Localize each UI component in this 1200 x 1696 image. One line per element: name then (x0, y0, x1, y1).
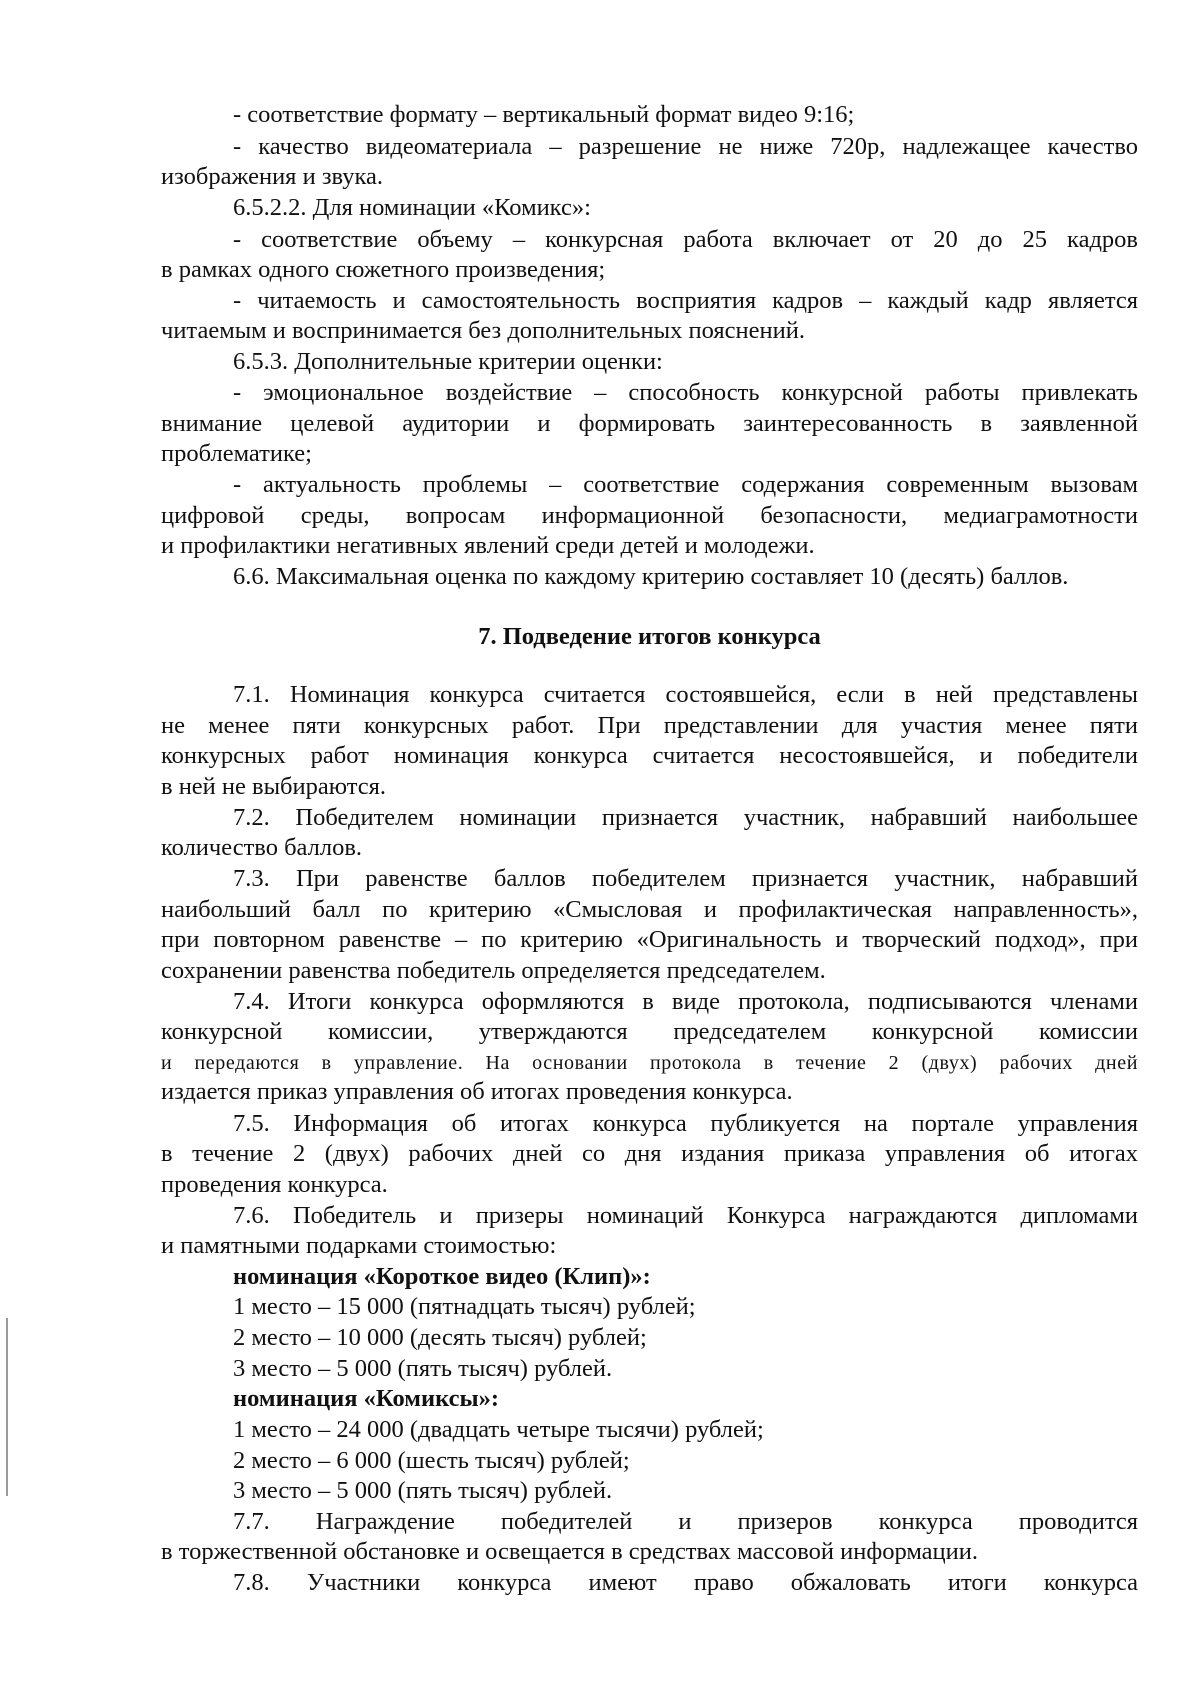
text-line: 6.5.3. Дополнительные критерии оценки: (233, 348, 663, 375)
scan-edge-mark (6, 1318, 8, 1496)
text-line: - читаемость и самостоятельность восприятия кадров – каждый кадр является (233, 287, 1138, 314)
text-line: - соответствие объему – конкурсная работа включает от 20 до 25 кадров (233, 226, 1138, 253)
text-line: издается приказ управления об итогах проведения конкурса. (161, 1078, 793, 1105)
text-line: 7.6. Победитель и призеры номинаций Конкурса награждаются дипломами (233, 1202, 1138, 1229)
text-line: сохранении равенства победитель определяется председателем. (161, 957, 826, 984)
prize-line: 2 место – 10 000 (десять тысяч) рублей; (233, 1324, 647, 1351)
text-line: - соответствие формату – вертикальный формат видео 9:16; (233, 101, 855, 128)
text-line: 7.7. Награждение победителей и призеров конкурса проводится (233, 1508, 1138, 1535)
text-line: 7.3. При равенстве баллов победителем признается участник, набравший (233, 865, 1138, 892)
text-line: 7.2. Победителем номинации признается участник, набравший наибольшее (233, 804, 1138, 831)
text-line: конкурсной комиссии, утверждаются председателем конкурсной комиссии (161, 1018, 1138, 1045)
text-line: читаемым и воспринимается без дополнительных пояснений. (161, 317, 805, 344)
nomination-heading: номинация «Комиксы»: (233, 1385, 499, 1412)
text-line: и передаются в управление. На основании протокола в течение 2 (двух) рабочих дней (161, 1052, 1138, 1074)
text-line: проведения конкурса. (161, 1171, 388, 1198)
text-line: и памятными подарками стоимостью: (161, 1232, 557, 1259)
text-line: 6.5.2.2. Для номинации «Комикс»: (233, 194, 591, 221)
text-line: проблематике; (161, 440, 312, 467)
section-heading: 7. Подведение итогов конкурса (478, 623, 821, 650)
text-line: в ней не выбираются. (161, 773, 387, 800)
prize-line: 1 место – 15 000 (пятнадцать тысяч) рублей; (233, 1293, 696, 1320)
text-line: наибольший балл по критерию «Смысловая и профилактическая направленность», (161, 896, 1138, 923)
text-line: при повторном равенстве – по критерию «Оригинальность и творческий подход», при (161, 926, 1138, 953)
nomination-heading: номинация «Короткое видео (Клип)»: (233, 1263, 651, 1290)
text-line: 7.1. Номинация конкурса считается состоявшейся, если в ней представлены (233, 681, 1138, 708)
prize-line: 2 место – 6 000 (шесть тысяч) рублей; (233, 1447, 630, 1474)
text-line: 7.8. Участники конкурса имеют право обжаловать итоги конкурса (233, 1569, 1138, 1596)
text-line: внимание целевой аудитории и формировать заинтересованность в заявленной (161, 410, 1138, 437)
text-line: в торжественной обстановке и освещается в средствах массовой информации. (161, 1538, 979, 1565)
text-line: изображения и звука. (161, 163, 384, 190)
text-line: в течение 2 (двух) рабочих дней со дня издания приказа управления об итогах (161, 1140, 1138, 1167)
text-line: 7.5. Информация об итогах конкурса публикуется на портале управления (233, 1110, 1138, 1137)
text-line: конкурсных работ номинация конкурса считается несостоявшейся, и победители (161, 742, 1138, 769)
text-line: не менее пяти конкурсных работ. При представлении для участия менее пяти (161, 712, 1138, 739)
text-line: - актуальность проблемы – соответствие содержания современным вызовам (233, 471, 1138, 498)
text-line: в рамках одного сюжетного произведения; (161, 256, 606, 283)
text-line: цифровой среды, вопросам информационной безопасности, медиаграмотности (161, 502, 1138, 529)
text-line: и профилактики негативных явлений среди детей и молодежи. (161, 532, 815, 559)
text-line: 7.4. Итоги конкурса оформляются в виде протокола, подписываются членами (233, 988, 1138, 1015)
text-line: - эмоциональное воздействие – способность конкурсной работы привлекать (233, 379, 1138, 406)
text-line: 6.6. Максимальная оценка по каждому критерию составляет 10 (десять) баллов. (233, 563, 1069, 590)
text-line: количество баллов. (161, 834, 363, 861)
prize-line: 3 место – 5 000 (пять тысяч) рублей. (233, 1355, 613, 1382)
prize-line: 1 место – 24 000 (двадцать четыре тысячи) рублей; (233, 1416, 764, 1443)
prize-line: 3 место – 5 000 (пять тысяч) рублей. (233, 1477, 613, 1504)
text-line: - качество видеоматериала – разрешение не ниже 720р, надлежащее качество (233, 133, 1138, 160)
